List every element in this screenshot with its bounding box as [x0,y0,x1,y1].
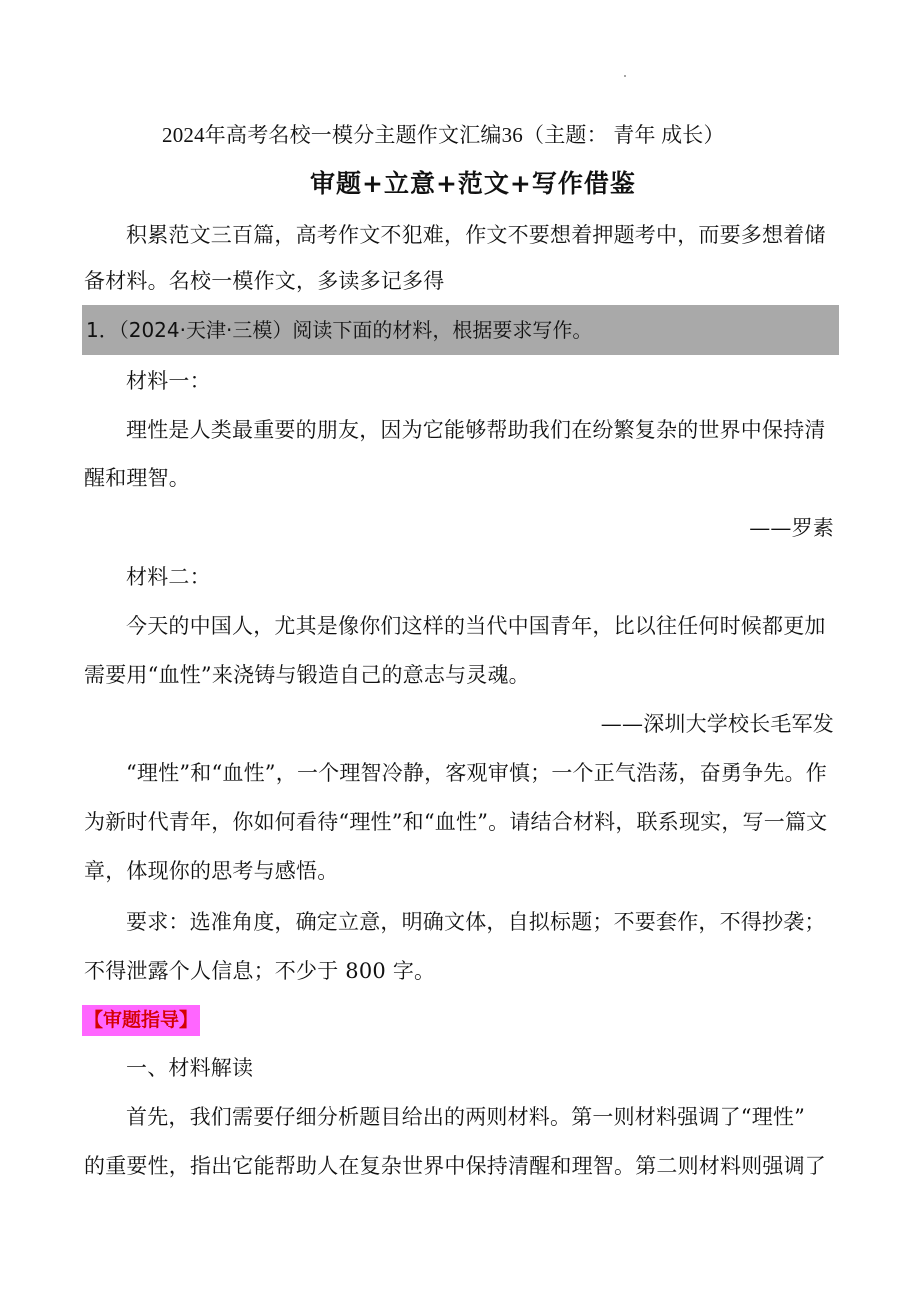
guide-section-heading: 一、材料解读 [126,1056,254,1080]
material2-line-2: 需要用“血性”来浇铸与锻造自己的意志与灵魂。 [84,663,530,687]
material1-source: ——罗素 [749,516,834,540]
intro-line-1: 积累范文三百篇，高考作文不犯难，作文不要想着押题考中，而要多想着储 [126,223,826,247]
material2-label: 材料二： [126,565,211,589]
material2-line-1: 今天的中国人，尤其是像你们这样的当代中国青年，比以往任何时候都更加 [126,614,826,638]
scan-dot [624,75,626,77]
material1-line-2: 醒和理智。 [84,466,190,490]
material2-source: ——深圳大学校长毛军发 [600,712,834,736]
document-title: 审题+立意+范文+写作借鉴 [310,169,636,198]
material1-line-1: 理性是人类最重要的朋友，因为它能够帮助我们在纷繁复杂的世界中保持清 [126,418,826,442]
guide-paragraph-line-2: 的重要性，指出它能帮助人在复杂世界中保持清醒和理智。第二则材料则强调了 [84,1154,826,1178]
prompt-line-2: 为新时代青年，你如何看待“理性”和“血性”。请结合材料，联系现实，写一篇文 [84,810,828,834]
document-subtitle: 2024年高考名校一模分主题作文汇编36（主题： 青年 成长） [162,123,725,147]
question-heading: 1．（2024·天津·三模）阅读下面的材料，根据要求写作。 [86,318,593,342]
prompt-line-1: “理性”和“血性”，一个理智冷静，客观审慎；一个正气浩荡，奋勇争先。作 [126,761,827,785]
material1-label: 材料一： [126,369,211,393]
guide-paragraph-line-1: 首先，我们需要仔细分析题目给出的两则材料。第一则材料强调了“理性” [126,1105,806,1129]
intro-line-2: 备材料。名校一模作文，多读多记多得 [84,269,445,293]
prompt-line-3: 章，体现你的思考与感悟。 [84,859,339,883]
guide-label-badge: 【审题指导】 [82,1005,200,1036]
requirement-line-1: 要求：选准角度，确定立意，明确文体，自拟标题；不要套作，不得抄袭； [126,910,826,934]
requirement-line-2: 不得泄露个人信息；不少于 800 字。 [84,959,436,983]
